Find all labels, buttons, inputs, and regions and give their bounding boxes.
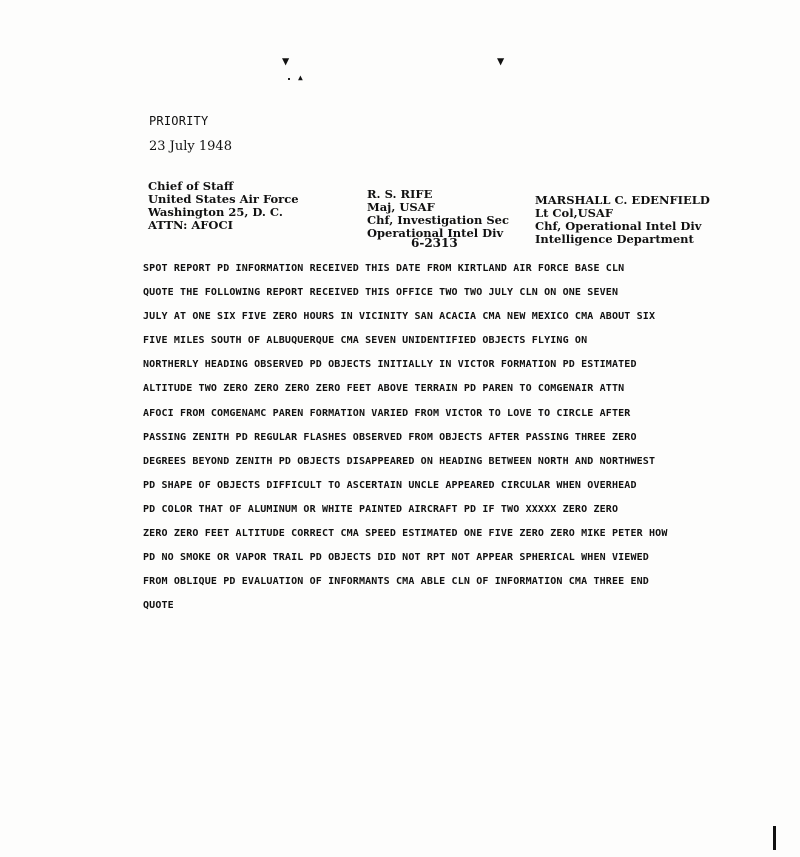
message-line: FROM OBLIQUE PD EVALUATION OF INFORMANTS CMA ABLE CLN OF INFORMATION CMA THREE END	[143, 576, 649, 588]
addressee-line: ATTN: AFOCI	[148, 218, 233, 232]
message-line: PD COLOR THAT OF ALUMINUM OR WHITE PAINTED AIRCRAFT PD IF TWO XXXXX ZERO ZERO	[143, 503, 619, 515]
sender-primary-block	[367, 188, 509, 240]
addressee-line: Washington 25, D. C.	[148, 205, 283, 219]
sender-primary-line: Maj, USAF	[367, 200, 435, 214]
message-line: QUOTE	[143, 600, 174, 612]
priority-label: PRIORITY	[149, 114, 209, 128]
ink-speck	[288, 78, 290, 80]
sender-secondary-line: Intelligence Department	[535, 232, 694, 246]
message-line: DEGREES BEYOND ZENITH PD OBJECTS DISAPPEARED ON HEADING BETWEEN NORTH AND NORTHWEST	[143, 455, 656, 467]
message-line: FIVE MILES SOUTH OF ALBUQUERQUE CMA SEVEN UNIDENTIFIED OBJECTS FLYING ON	[143, 335, 588, 347]
addressee-block	[148, 180, 299, 232]
punch-mark-right: ▼	[497, 54, 505, 68]
message-line: QUOTE THE FOLLOWING REPORT RECEIVED THIS OFFICE TWO TWO JULY CLN ON ONE SEVEN	[143, 287, 619, 299]
punch-mark-small: ▲	[298, 73, 303, 82]
message-line: NORTHERLY HEADING OBSERVED PD OBJECTS INITIALLY IN VICTOR FORMATION PD ESTIMATED	[143, 359, 637, 371]
sender-secondary-line: MARSHALL C. EDENFIELD	[535, 193, 710, 207]
document-date: 23 July 1948	[149, 139, 232, 154]
message-line: PASSING ZENITH PD REGULAR FLASHES OBSERVED FROM OBJECTS AFTER PASSING THREE ZERO	[143, 431, 637, 443]
sender-primary-line: Chf, Investigation Sec	[367, 213, 509, 227]
message-line: ZERO ZERO FEET ALTITUDE CORRECT CMA SPEED ESTIMATED ONE FIVE ZERO ZERO MIKE PETER HOW	[143, 528, 668, 540]
message-line: AFOCI FROM COMGENAMC PAREN FORMATION VARIED FROM VICTOR TO LOVE TO CIRCLE AFTER	[143, 407, 631, 419]
message-line: PD NO SMOKE OR VAPOR TRAIL PD OBJECTS DID NOT RPT NOT APPEAR SPHERICAL WHEN VIEWED	[143, 552, 649, 564]
sender-secondary-line: Lt Col,USAF	[535, 206, 614, 220]
message-body	[143, 262, 668, 623]
sender-secondary-line: Chf, Operational Intel Div	[535, 219, 702, 233]
sender-primary-line: Operational Intel Div	[367, 226, 504, 240]
message-line: PD SHAPE OF OBJECTS DIFFICULT TO ASCERTAIN UNCLE APPEARED CIRCULAR WHEN OVERHEAD	[143, 479, 637, 491]
sender-secondary-block	[535, 194, 710, 246]
scan-edge-mark	[773, 826, 776, 850]
message-line: ALTITUDE TWO ZERO ZERO ZERO ZERO FEET ABOVE TERRAIN PD PAREN TO COMGENAIR ATTN	[143, 383, 625, 395]
addressee-line: United States Air Force	[148, 192, 299, 206]
sender-primary-line: R. S. RIFE	[367, 187, 433, 201]
message-line: SPOT REPORT PD INFORMATION RECEIVED THIS DATE FROM KIRTLAND AIR FORCE BASE CLN	[143, 263, 625, 274]
phone-extension: 6-2313	[411, 236, 458, 250]
punch-mark-left: ▼	[282, 54, 290, 68]
addressee-line: Chief of Staff	[148, 179, 234, 193]
message-line: JULY AT ONE SIX FIVE ZERO HOURS IN VICINITY SAN ACACIA CMA NEW MEXICO CMA ABOUT SIX	[143, 311, 656, 323]
